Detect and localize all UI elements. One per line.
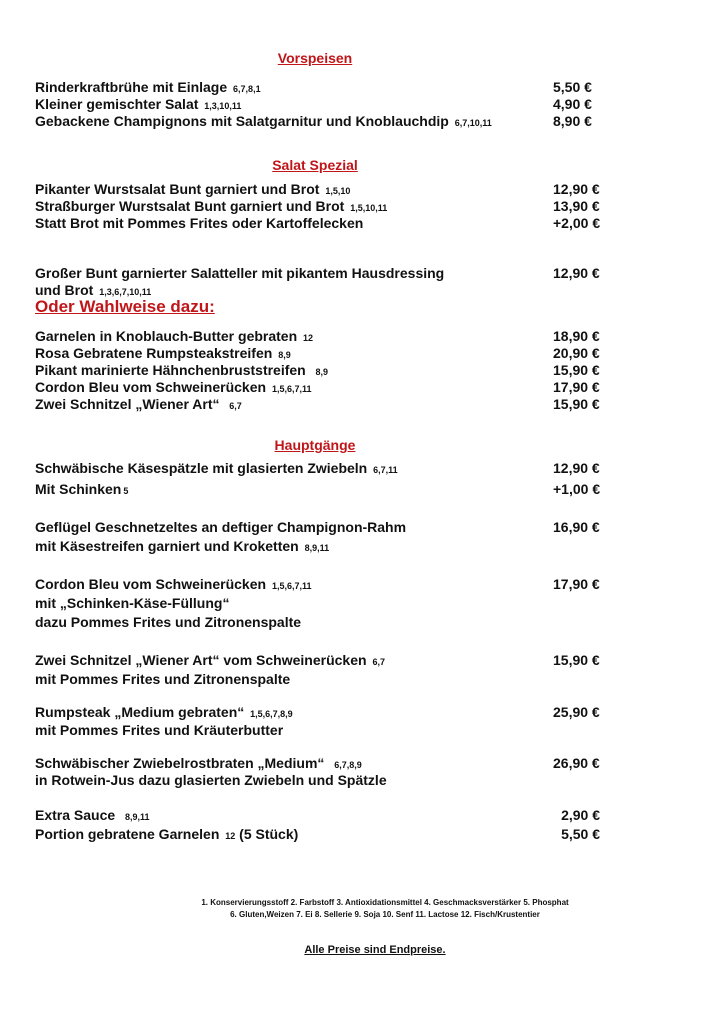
menu-item-name: Cordon Bleu vom Schweinerücken 1,5,6,7,11 [35,379,312,395]
menu-item-name: Geflügel Geschnetzeltes an deftiger Champignon-Rahm [35,519,407,535]
menu-item-description: mit Käsestreifen garniert und Kroketten 8,9,11 [35,538,330,554]
menu-item-price: 12,90 € [553,265,600,281]
allergen-codes: 12 [303,333,314,343]
allergen-codes: 6,7,8,9 [334,760,362,770]
allergen-codes: 6,7,8,1 [233,84,261,94]
allergen-codes: 8,9 [278,350,291,360]
allergen-codes: 1,5,10,11 [350,203,388,213]
menu-item-name: Rosa Gebratene Rumpsteakstreifen 8,9 [35,345,291,361]
menu-item-price: 26,90 € [553,755,600,771]
menu-item-price: 16,90 € [553,519,600,535]
menu-item-price: 25,90 € [553,704,600,720]
menu-item-name: Mit Schinken 5 [35,481,129,497]
menu-item-name: Schwäbische Käsespätzle mit glasierten Zwiebeln 6,7,11 [35,460,398,476]
menu-item-price: 8,90 € [553,113,592,129]
menu-item-price: 17,90 € [553,576,600,592]
menu-item-name: Schwäbischer Zwiebelrostbraten „Medium“ 6,7,8,9 [35,755,362,771]
allergen-codes: 1,5,6,7,8,9 [250,709,293,719]
menu-item-name: Großer Bunt garnierter Salatteller mit pikantem Hausdressing [35,265,445,281]
menu-item-price: 17,90 € [553,379,600,395]
menu-item-price: 5,50 € [553,79,592,95]
menu-item-name: und Brot 1,3,6,7,10,11 [35,282,152,298]
allergen-legend-line-1: 1. Konservierungsstoff 2. Farbstoff 3. Antioxidationsmittel 4. Geschmacksverstärker 5. Phosphat [201,898,569,907]
menu-item-description: mit Pommes Frites und Zitronenspalte [35,671,291,687]
menu-item-price: 15,90 € [553,652,600,668]
allergen-codes: 1,5,6,7,11 [271,581,312,591]
menu-item-name: Gebackene Champignons mit Salatgarnitur und Knoblauchdip 6,7,10,11 [35,113,492,129]
allergen-codes: 1,5,6,7,11 [271,384,312,394]
menu-item-description: dazu Pommes Frites und Zitronenspalte [35,614,302,630]
section-heading-hauptgaenge: Hauptgänge [274,437,356,453]
menu-item-name: Statt Brot mit Pommes Frites oder Kartoffelecken [35,215,364,231]
menu-item-name: Rumpsteak „Medium gebraten“ 1,5,6,7,8,9 [35,704,293,720]
menu-item-description: mit „Schinken-Käse-Füllung“ [35,595,230,611]
allergen-codes: 5 [123,486,129,496]
section-heading-salat-spezial: Salat Spezial [272,157,358,173]
menu-item-price: 13,90 € [553,198,600,214]
menu-item-name: Pikanter Wurstsalat Bunt garniert und Brot 1,5,10 [35,181,351,197]
menu-item-description: in Rotwein-Jus dazu glasierten Zwiebeln und Spätzle [35,772,387,788]
menu-item-name: Cordon Bleu vom Schweinerücken 1,5,6,7,11 [35,576,312,592]
menu-item-name: Garnelen in Knoblauch-Butter gebraten 12 [35,328,314,344]
menu-item-price: 12,90 € [553,181,600,197]
menu-item-price: 4,90 € [553,96,592,112]
menu-item-price: 15,90 € [553,362,600,378]
allergen-codes: 6,7 [229,401,242,411]
allergen-codes: 12 [225,831,236,841]
menu-item-price: 18,90 € [553,328,600,344]
allergen-legend-line-2: 6. Gluten,Weizen 7. Ei 8. Sellerie 9. Soja 10. Senf 11. Lactose 12. Fisch/Krustentier [230,910,540,919]
allergen-codes: 6,7 [372,657,385,667]
allergen-codes: 8,9 [315,367,329,377]
allergen-codes: 1,3,6,7,10,11 [99,287,152,297]
menu-item-price: 15,90 € [553,396,600,412]
menu-item-name: Extra Sauce 8,9,11 [35,807,150,823]
menu-item-price: 2,90 € [561,807,600,823]
allergen-codes: 1,3,10,11 [204,101,242,111]
allergen-codes: 1,5,10 [325,186,351,196]
menu-item-description: mit Pommes Frites und Kräuterbutter [35,722,284,738]
option-heading: Oder Wahlweise dazu: [35,297,215,316]
final-price-note: Alle Preise sind Endpreise. [304,944,446,956]
allergen-codes: 8,9,11 [304,543,330,553]
menu-item-name: Pikant marinierte Hähnchenbruststreifen 8,9 [35,362,329,378]
allergen-codes: 6,7,10,11 [454,118,492,128]
allergen-codes: 8,9,11 [124,812,150,822]
menu-item-price: +2,00 € [553,215,601,231]
menu-item-name: Straßburger Wurstsalat Bunt garniert und Brot 1,5,10,11 [35,198,388,214]
section-heading-vorspeisen: Vorspeisen [277,50,353,66]
menu-item-name: Zwei Schnitzel „Wiener Art“ 6,7 [35,396,242,412]
menu-item-name: Zwei Schnitzel „Wiener Art“ vom Schweinerücken 6,7 [35,652,385,668]
menu-item-name: Kleiner gemischter Salat 1,3,10,11 [35,96,242,112]
menu-item-name: Rinderkraftbrühe mit Einlage 6,7,8,1 [35,79,261,95]
menu-item-name: Portion gebratene Garnelen 12 (5 Stück) [35,826,299,842]
menu-item-price: 20,90 € [553,345,600,361]
menu-item-price: +1,00 € [553,481,601,497]
menu-item-price: 12,90 € [553,460,600,476]
allergen-codes: 6,7,11 [373,465,398,475]
menu-item-price: 5,50 € [561,826,600,842]
